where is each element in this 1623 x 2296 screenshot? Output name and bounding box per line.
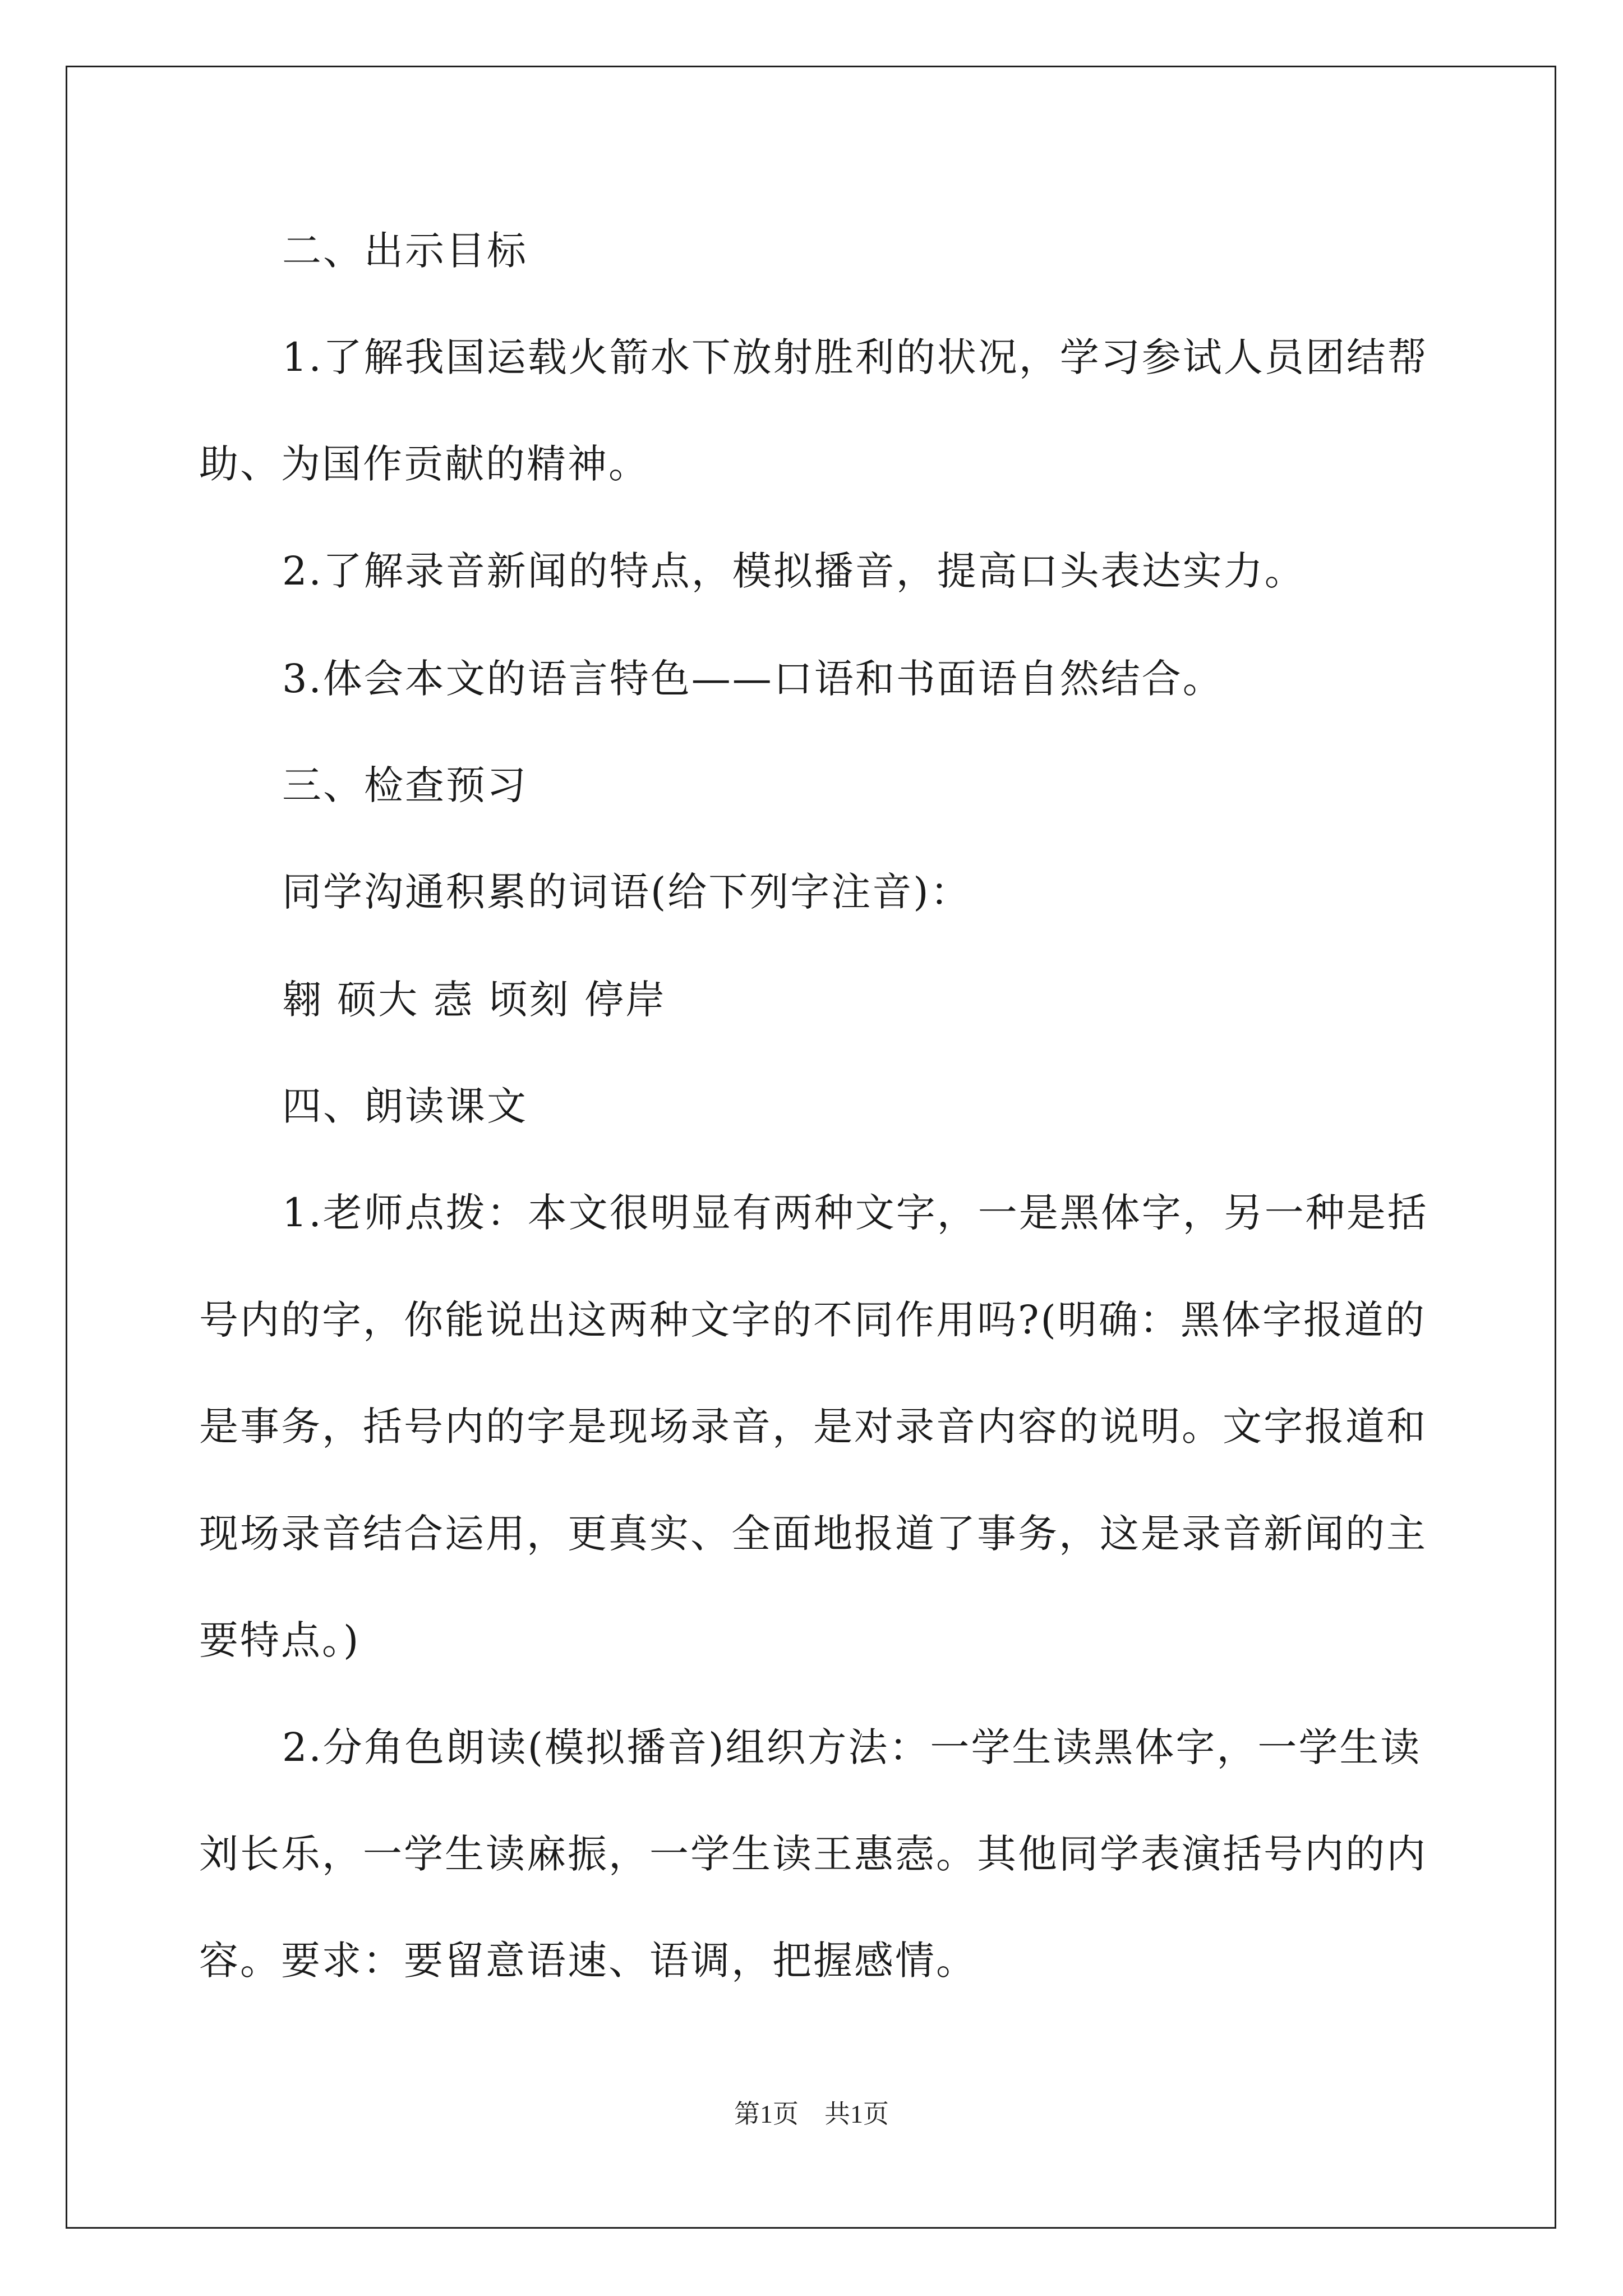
page-number-footer: 第1页 共1页 [734, 2100, 889, 2128]
paragraph-line: 刘长乐，一学生读麻振，一学生读王惠悫。其他同学表演括号内的内 [199, 1831, 1427, 1877]
paragraph-line: 现场录音结合运用，更真实、全面地报道了事务，这是录音新闻的主 [199, 1511, 1427, 1557]
paragraph-line: 号内的字，你能说出这两种文字的不同作用吗?(明确：黑体字报道的 [199, 1297, 1426, 1343]
paragraph-line: 要特点。) [199, 1617, 361, 1663]
section-heading-reading: 四、朗读课文 [282, 1083, 528, 1129]
paragraph-line: 助、为国作贡献的精神。 [199, 441, 649, 487]
paragraph-line: 容。要求：要留意语速、语调，把握感情。 [199, 1938, 977, 1984]
paragraph-line: 2.了解录音新闻的特点，模拟播音，提高口头表达实力。 [282, 548, 1306, 594]
paragraph-line: 1.老师点拨：本文很明显有两种文字，一是黑体字，另一种是括 [282, 1190, 1428, 1236]
page-border [66, 66, 1556, 2229]
paragraph-line: 是事务，括号内的字是现场录音，是对录音内容的说明。文字报道和 [199, 1404, 1427, 1450]
vocabulary-line: 翱 硕大 悫 顷刻 停岸 [282, 977, 667, 1023]
paragraph-line: 3.体会本文的语言特色——口语和书面语自然结合。 [282, 656, 1224, 702]
paragraph-line: 2.分角色朗读(模拟播音)组织方法：一学生读黑体字，一学生读 [282, 1724, 1422, 1770]
paragraph-line: 同学沟通积累的词语(给下列字注音)： [282, 869, 971, 915]
section-heading-preview: 三、检查预习 [282, 762, 528, 808]
paragraph-line: 1.了解我国运载火箭水下放射胜利的状况，学习参试人员团结帮 [282, 334, 1428, 380]
section-heading-objectives: 二、出示目标 [282, 228, 528, 274]
